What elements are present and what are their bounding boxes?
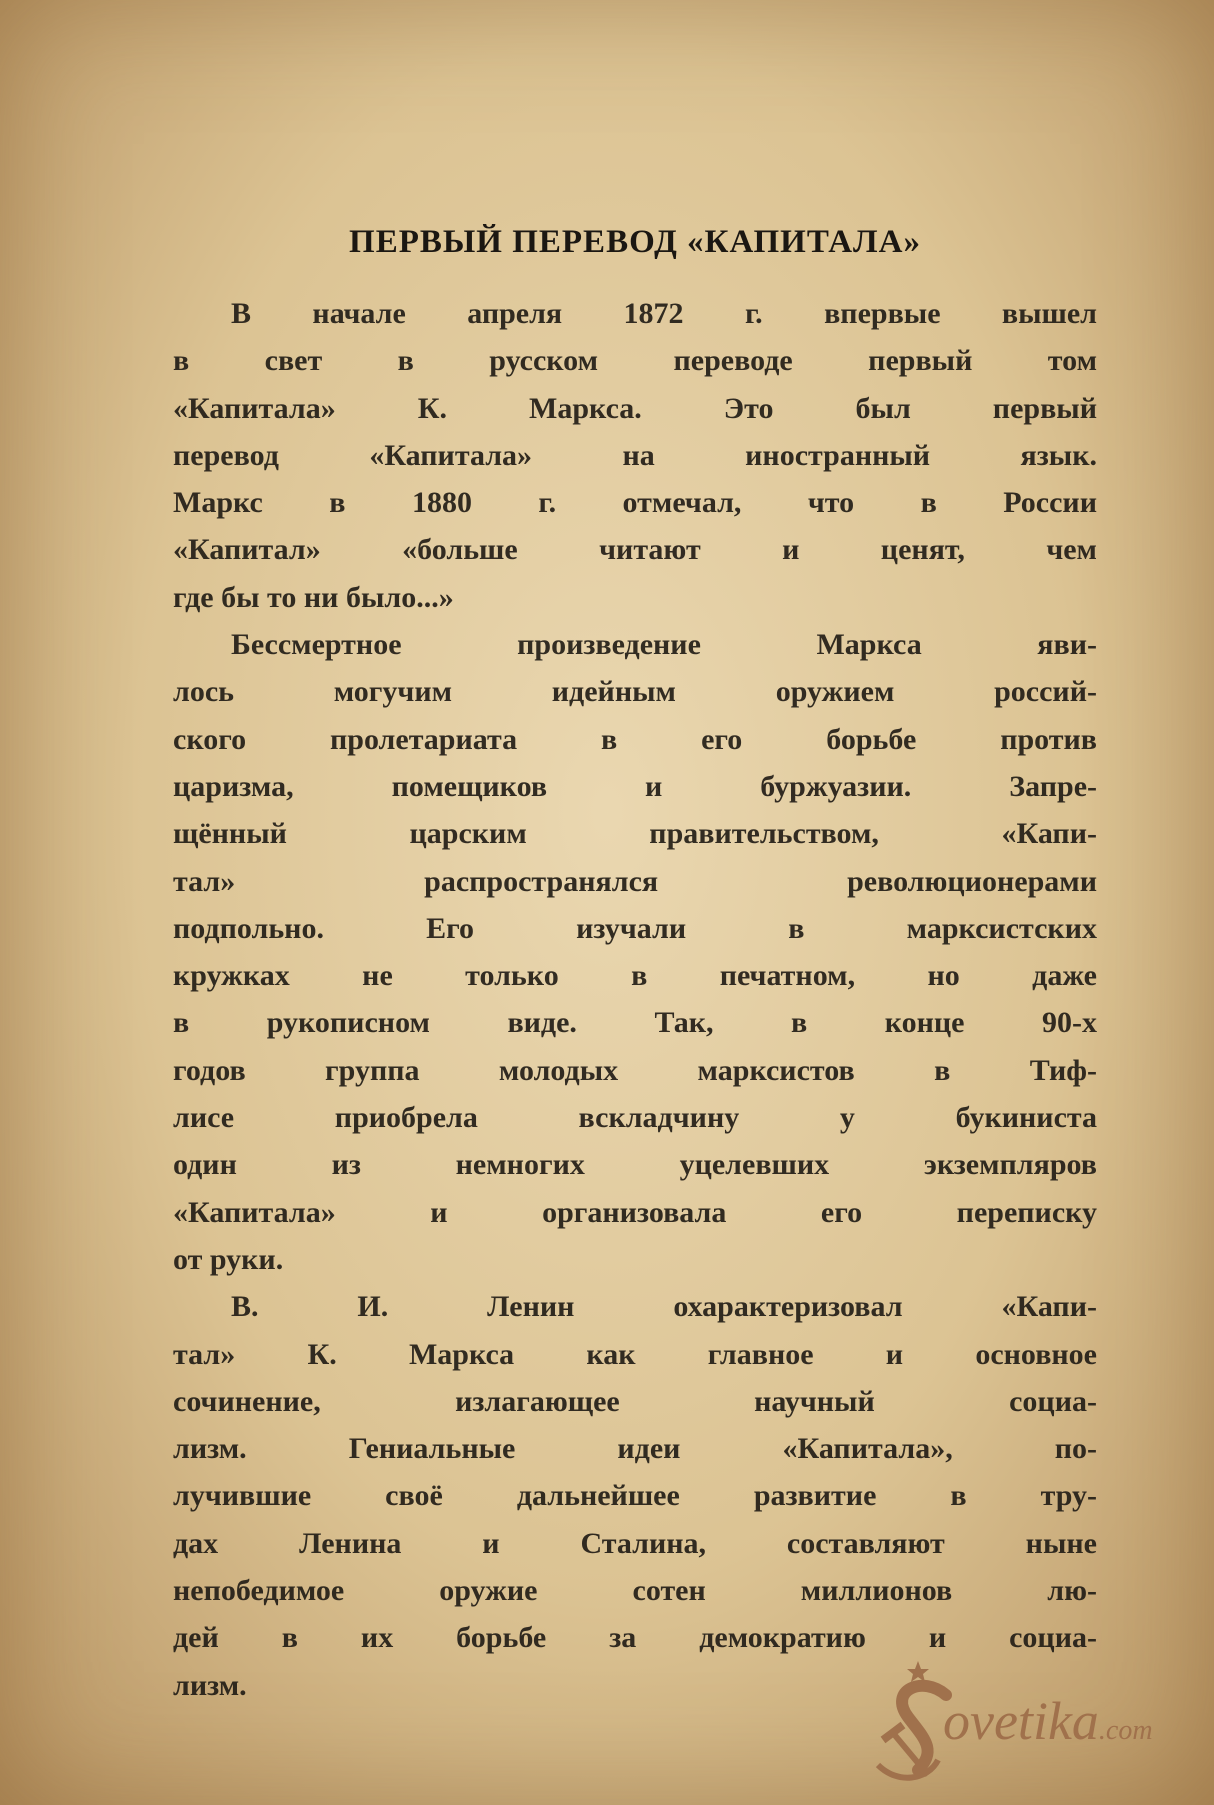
text-line: В начале апреля 1872 г. впервые вышел bbox=[231, 297, 1097, 330]
text-line: Бессмертное произведение Маркса яви- bbox=[231, 628, 1097, 662]
text-line: кружках не только в печатном, но даже bbox=[173, 959, 1097, 993]
text-line: тал» К. Маркса как главное и основное bbox=[173, 1337, 1097, 1371]
text-line: дей в их борьбе за демократию и социа- bbox=[173, 1621, 1097, 1655]
text-line: лисе приобрела вскладчину у букиниста bbox=[173, 1101, 1097, 1135]
text-line: царизма, помещиков и буржуазии. Запре- bbox=[173, 769, 1097, 803]
text-line: лось могучим идейным оружием россий- bbox=[173, 675, 1097, 709]
page-title: ПЕРВЫЙ ПЕРЕВОД «КАПИТАЛА» bbox=[349, 224, 921, 260]
text-line: щённый царским правительством, «Капи- bbox=[173, 817, 1097, 851]
text-line: перевод «Капитала» на иностранный язык. bbox=[173, 438, 1097, 472]
text-line: «Капитал» «больше читают и ценят, чем bbox=[173, 533, 1097, 567]
text-line: «Капитала» К. Маркса. Это был первый bbox=[173, 391, 1097, 425]
text-line: тал» распространялся революционерами bbox=[173, 864, 1097, 898]
text-line: ского пролетариата в его борьбе против bbox=[173, 722, 1097, 756]
watermark-domain: .com bbox=[1098, 1715, 1153, 1746]
text-line: «Капитала» и организовала его переписку bbox=[173, 1195, 1097, 1229]
watermark-logo bbox=[868, 1655, 1198, 1785]
text-line: один из немногих уцелевших экземпляров bbox=[173, 1148, 1097, 1182]
text-line: сочинение, излагающее научный социа- bbox=[173, 1384, 1097, 1418]
text-line: в свет в русском переводе первый том bbox=[173, 344, 1097, 378]
text-line: в рукописном виде. Так, в конце 90-х bbox=[173, 1006, 1097, 1040]
text-line: непобедимое оружие сотен миллионов лю- bbox=[173, 1574, 1097, 1608]
text-line: лизм. Гениальные идеи «Капитала», по- bbox=[173, 1432, 1097, 1466]
text-line: дах Ленина и Сталина, составляют ныне bbox=[173, 1526, 1097, 1560]
watermark-text: ovetika bbox=[943, 1691, 1099, 1751]
text-line: где бы то ни было...» bbox=[173, 580, 454, 614]
article-body bbox=[173, 290, 1097, 1709]
text-line: годов группа молодых марксистов в Тиф- bbox=[173, 1053, 1097, 1087]
text-line: Маркс в 1880 г. отмечал, что в России bbox=[173, 486, 1097, 520]
text-line: лучившие своё дальнейшее развитие в тру- bbox=[173, 1479, 1097, 1513]
text-line: подпольно. Его изучали в марксистских bbox=[173, 911, 1097, 945]
text-line: лизм. bbox=[173, 1668, 247, 1702]
text-line: от руки. bbox=[173, 1242, 284, 1276]
text-line: В. И. Ленин охарактеризовал «Капи- bbox=[231, 1290, 1097, 1324]
